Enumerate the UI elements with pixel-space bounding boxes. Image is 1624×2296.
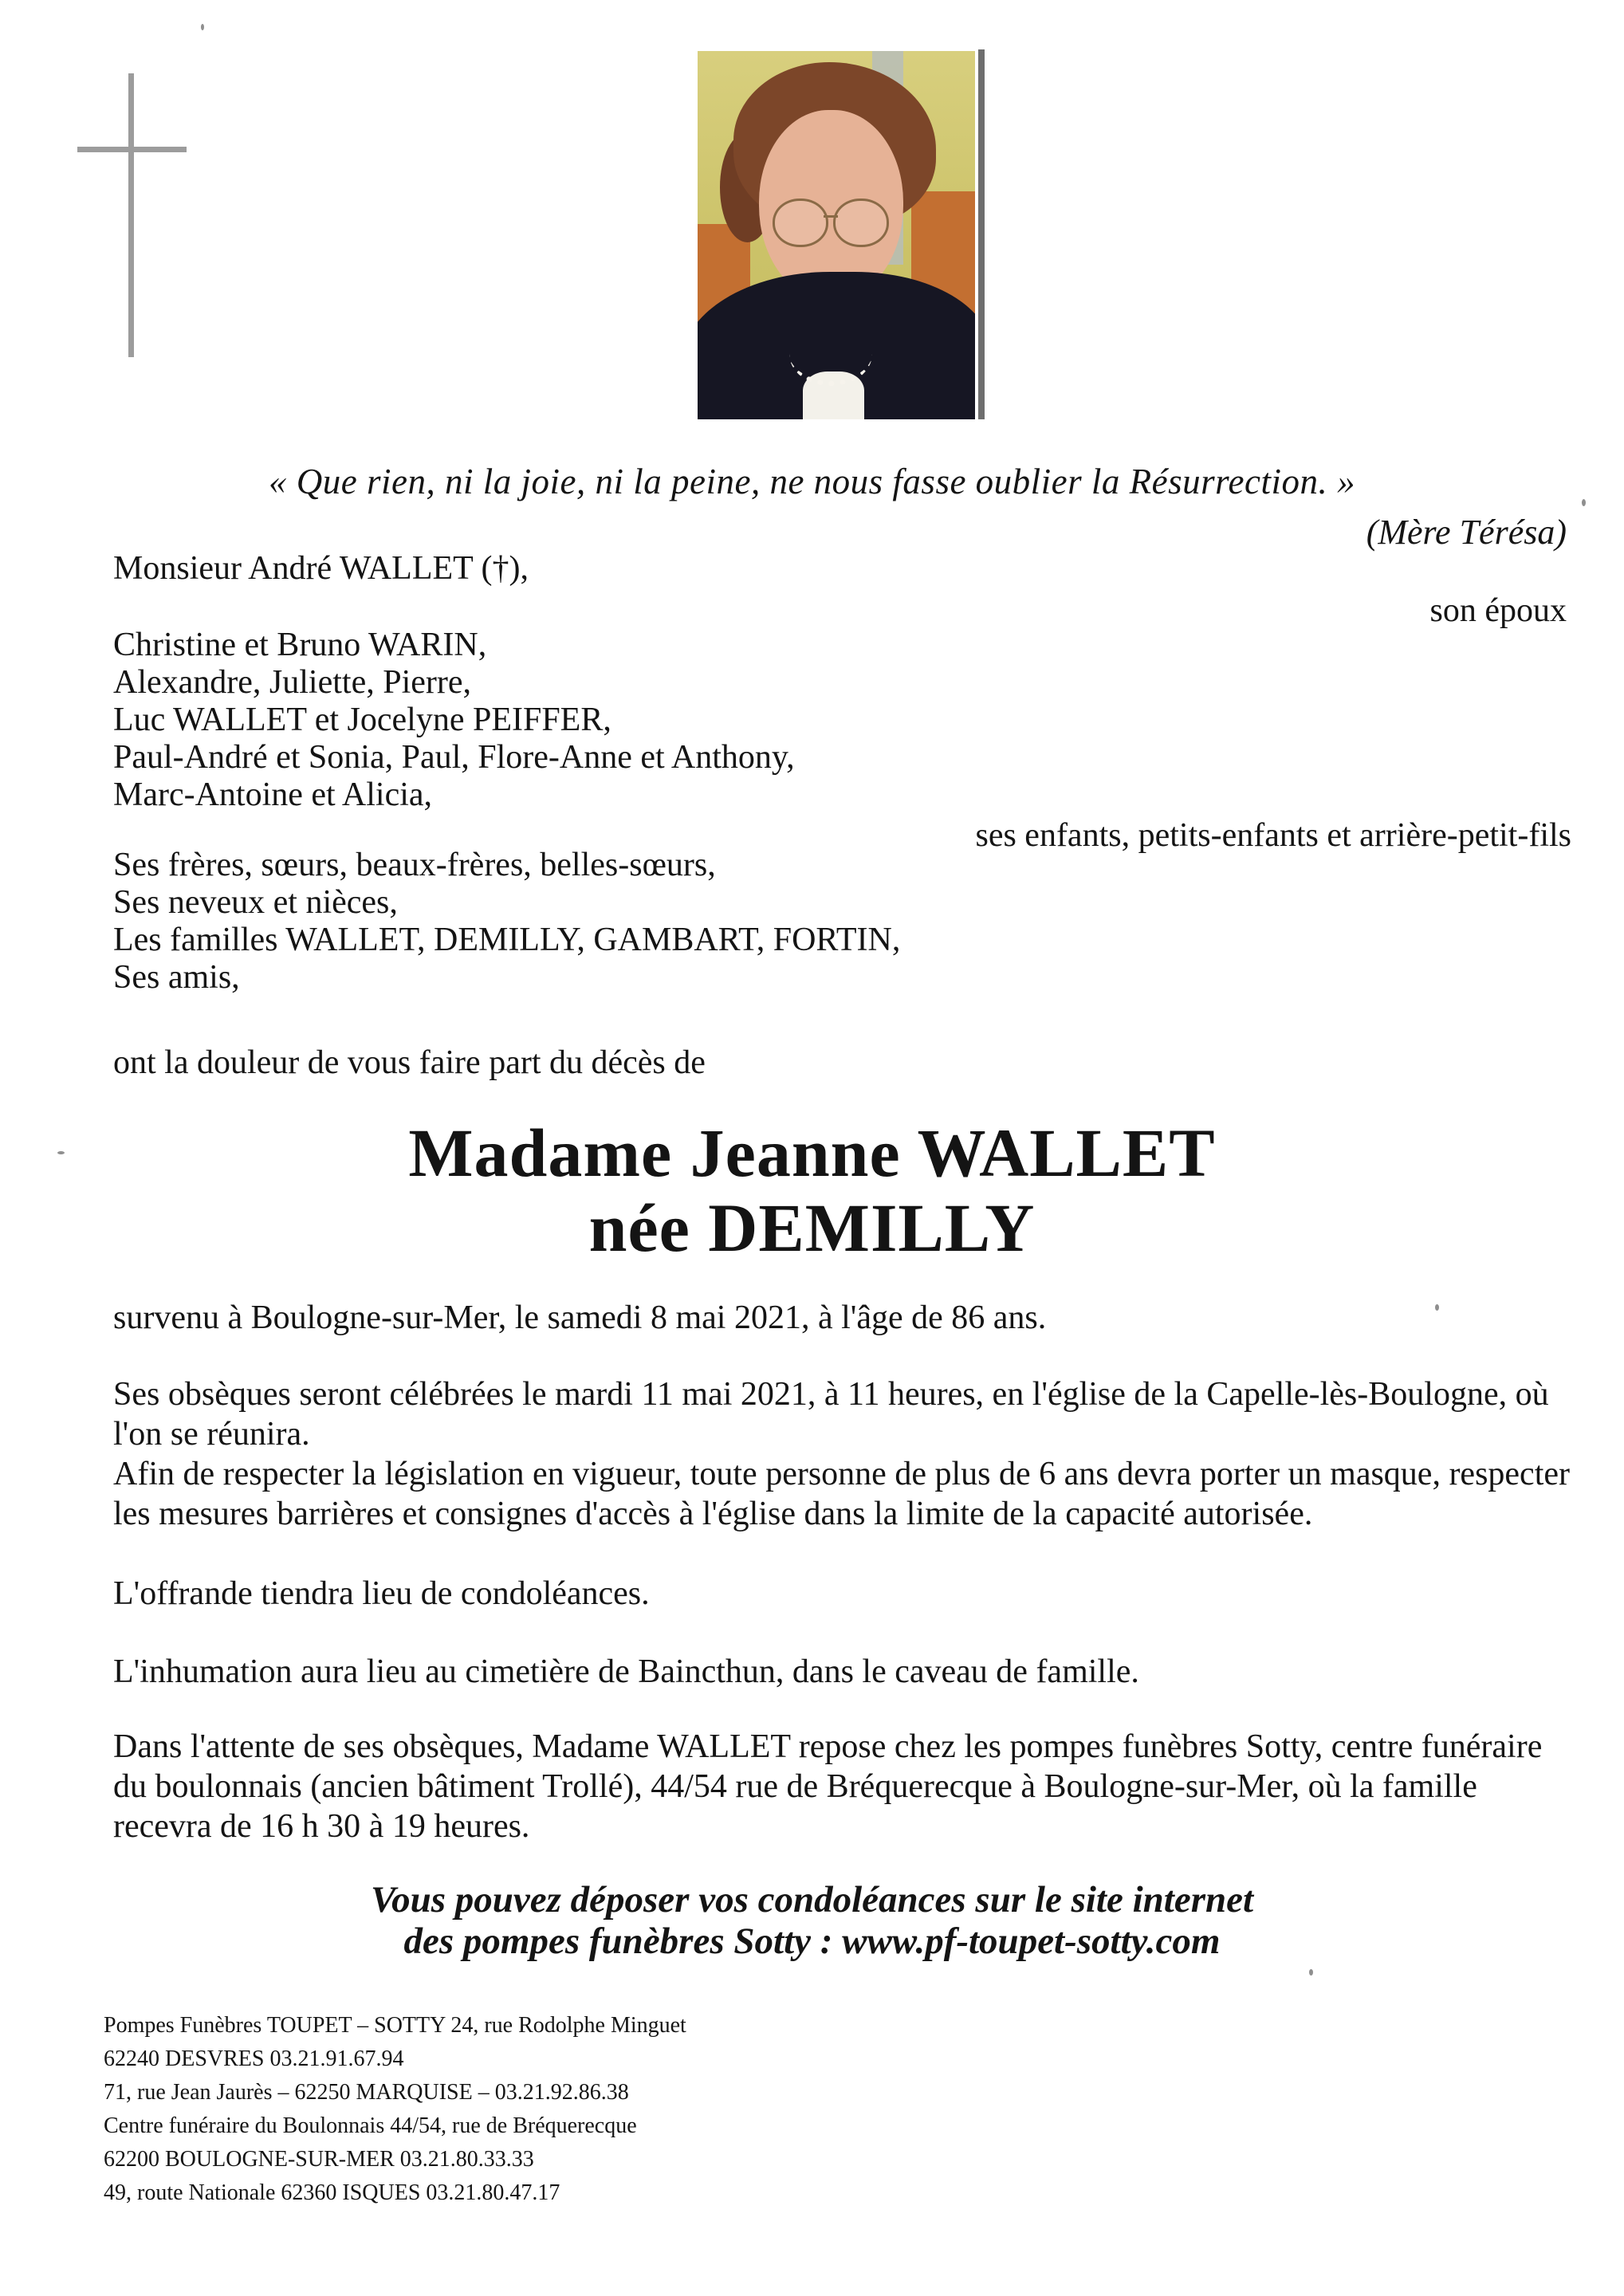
mourner-relatives-list (113, 847, 900, 997)
ceremony-line: les mesures barrières et consignes d'accès à l'église dans la limite de la capacité autorisée. (113, 1496, 1313, 1532)
mourner-children-role: ses enfants, petits-enfants et arrière-petit-fils (975, 817, 1571, 854)
repose-line: recevra de 16 h 30 à 19 heures. (113, 1808, 530, 1845)
mourner-line: Ses frères, sœurs, beaux-frères, belles-sœurs, (113, 847, 716, 883)
mourner-children-list (113, 627, 795, 814)
announcement-text: ont la douleur de vous faire part du décès de (113, 1044, 706, 1081)
burial-text: L'inhumation aura lieu au cimetière de Baincthun, dans le caveau de famille. (113, 1653, 1139, 1690)
photo-glasses-right-lens (833, 199, 889, 247)
deceased-maiden-name: née DEMILLY (588, 1189, 1036, 1266)
ceremony-line: l'on se réunira. (113, 1416, 310, 1453)
mourner-line: Les familles WALLET, DEMILLY, GAMBART, FORTIN, (113, 922, 901, 958)
scan-artifact (57, 1151, 65, 1154)
deceased-name: Madame Jeanne WALLET (408, 1115, 1216, 1191)
address-line: 71, rue Jean Jaurès – 62250 MARQUISE – 03.21.92.86.38 (104, 2080, 629, 2105)
ceremony-line: Ses obsèques seront célébrées le mardi 11 mai 2021, à 11 heures, en l'église de la Capelle-lès-Boulogne, où (113, 1376, 1549, 1413)
condolences-website-line: Vous pouvez déposer vos condoléances sur le site internet (370, 1879, 1254, 1921)
repose-paragraph (113, 1727, 1542, 1846)
ceremony-line: Afin de respecter la législation en vigueur, toute personne de plus de 6 ans devra porter un masque, respecter (113, 1456, 1570, 1492)
memorial-quote: « Que rien, ni la joie, ni la peine, ne nous fasse oublier la Résurrection. » (269, 462, 1355, 501)
mourner-line: Christine et Bruno WARIN, (113, 627, 487, 663)
address-line: 49, route Nationale 62360 ISQUES 03.21.80.47.17 (104, 2180, 560, 2205)
mourner-line: Ses neveux et nièces, (113, 884, 398, 921)
cross-vertical-bar (128, 73, 134, 357)
condolences-website-url-line: des pompes funèbres Sotty : www.pf-toupet-sotty.com (403, 1921, 1221, 1962)
repose-line: du boulonnais (ancien bâtiment Trollé), 44/54 rue de Bréquerecque à Boulogne-sur-Mer, où la famille (113, 1768, 1477, 1805)
ceremony-paragraph (113, 1374, 1570, 1534)
scan-artifact (1309, 1969, 1313, 1976)
quote-attribution: (Mère Térésa) (1366, 513, 1567, 552)
mourner-husband: Monsieur André WALLET (†), (113, 550, 529, 587)
scan-artifact (1435, 1304, 1439, 1311)
photo-glasses (773, 199, 889, 242)
death-notice: survenu à Boulogne-sur-Mer, le samedi 8 mai 2021, à l'âge de 86 ans. (113, 1299, 1047, 1336)
cross-horizontal-bar (77, 147, 187, 152)
mourner-line: Ses amis, (113, 959, 240, 996)
funeral-home-addresses (104, 2009, 686, 2210)
mourner-husband-role: son époux (1429, 592, 1567, 629)
mourner-line: Marc-Antoine et Alicia, (113, 776, 433, 813)
mourner-line: Paul-André et Sonia, Paul, Flore-Anne et Anthony, (113, 739, 795, 776)
portrait-photo (698, 51, 975, 419)
offering-text: L'offrande tiendra lieu de condoléances. (113, 1575, 650, 1612)
mourner-line: Alexandre, Juliette, Pierre, (113, 664, 471, 701)
cross-icon (0, 0, 239, 375)
photo-glasses-left-lens (773, 199, 828, 247)
address-line: Centre funéraire du Boulonnais 44/54, rue de Bréquerecque (104, 2113, 637, 2138)
address-line: 62200 BOULOGNE-SUR-MER 03.21.80.33.33 (104, 2147, 534, 2172)
repose-line: Dans l'attente de ses obsèques, Madame WALLET repose chez les pompes funèbres Sotty, centre funéraire (113, 1728, 1543, 1765)
scan-artifact (201, 24, 204, 30)
photo-glasses-bridge (824, 215, 838, 218)
mourner-line: Luc WALLET et Jocelyne PEIFFER, (113, 702, 611, 738)
scan-artifact (1582, 499, 1586, 506)
address-line: 62240 DESVRES 03.21.91.67.94 (104, 2046, 404, 2071)
address-line: Pompes Funèbres TOUPET – SOTTY 24, rue Rodolphe Minguet (104, 2013, 686, 2038)
photo-edge-line (978, 49, 985, 419)
photo-pearl-necklace (789, 322, 872, 387)
